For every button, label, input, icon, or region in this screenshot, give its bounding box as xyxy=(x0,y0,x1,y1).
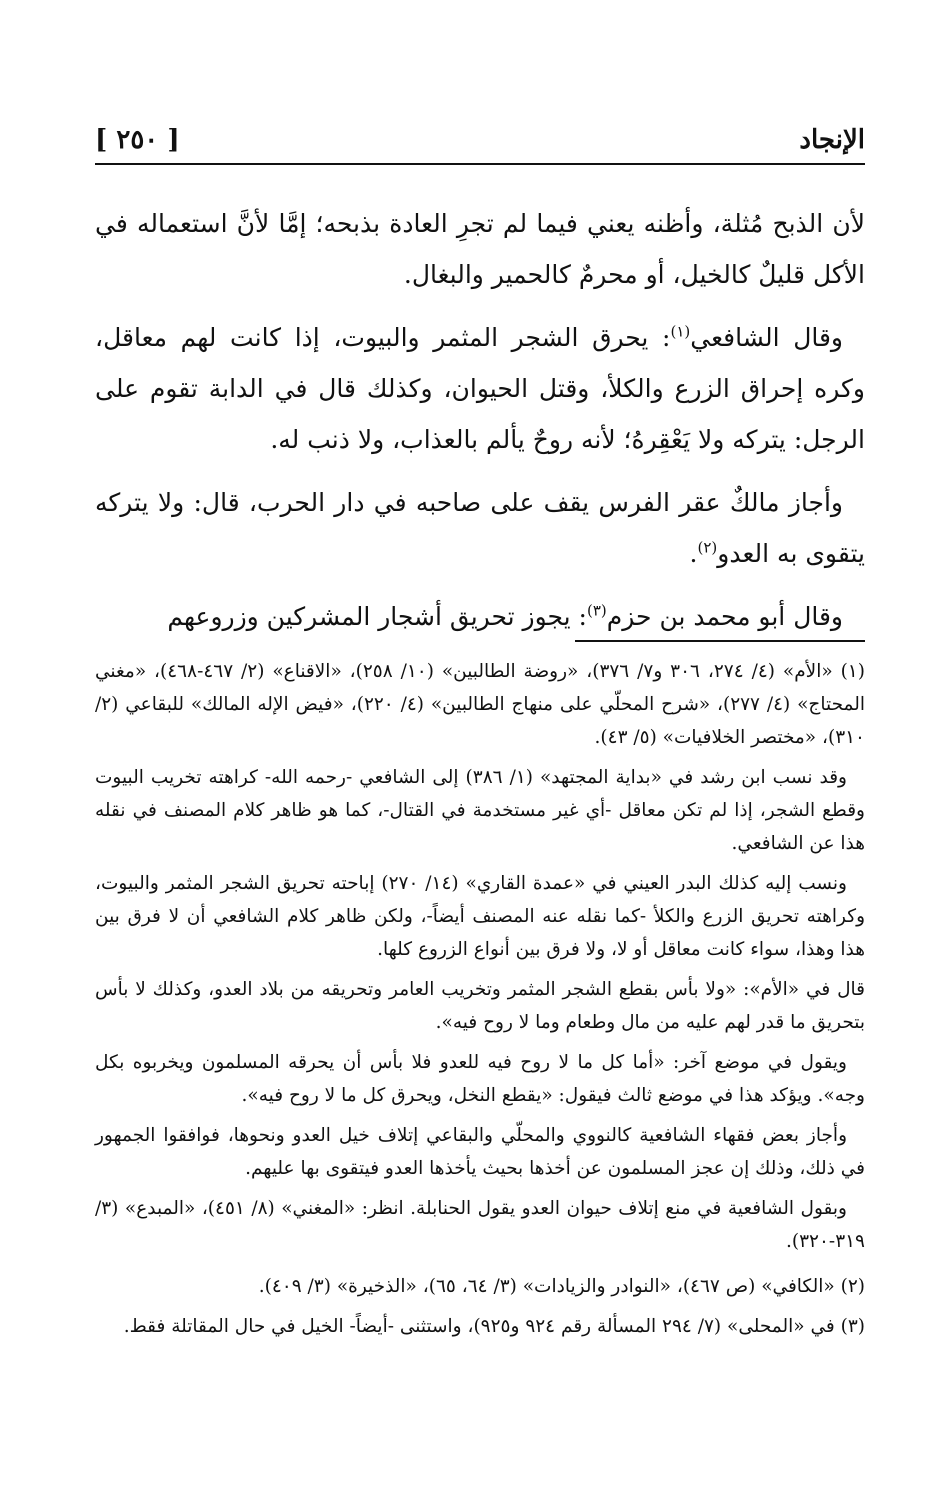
header-divider xyxy=(95,163,865,165)
paragraph-text: وقال أبو محمد بن حزم xyxy=(606,602,843,631)
page-number: [ ٢٥٠ ] xyxy=(95,125,180,155)
footnote-1-paragraph: قال في «الأم»: «ولا بأس بقطع الشجر المثمر وتخريب العامر وتحريقه من بلاد العدو، وكذلك لا بأس بتحريق ما قدر لهم عليه من مال وطعام وما لا روح فيه». xyxy=(95,979,865,1033)
paragraph xyxy=(95,477,865,579)
main-text xyxy=(95,198,865,654)
paragraph-text: : يحرق الشجر المثمر والبيوت، إذا كانت لهم معاقل، وكره إحراق الزرع والكلأ، وقتل الحيوان، وكذلك قال في الدابة تقوم على الرجل: يتركه ولا يَعْقِرهُ؛ لأنه روحٌ يألم بالعذاب، ولا ذنب له. xyxy=(95,323,865,454)
paragraph-text: : يجوز تحريق أشجار المشركين وزروعهم xyxy=(167,602,587,631)
footnote-divider xyxy=(575,640,865,642)
paragraph xyxy=(95,312,865,465)
footnote-1-paragraph: وأجاز بعض فقهاء الشافعية كالنووي والمحلّي والبقاعي إتلاف خيل العدو ونحوها، فوافقوا الجمهور في ذلك، وذلك إن عجز المسلمون عن أخذها بحيث يأخذها العدو فيتقوى بها عليهم. xyxy=(95,1125,865,1179)
footnote-ref: (١) xyxy=(670,322,691,341)
footnote-3: (٣) في «المحلى» (٧/ ٢٩٤ المسألة رقم ٩٢٤ و٩٢٥)، واستثنى -أيضاً- الخيل في حال المقاتلة فقط. xyxy=(123,1316,865,1337)
footnote-1: (١) «الأم» (٤/ ٢٧٤، ٣٠٦ و٧/ ٣٧٦)، «روضة الطالبين» (١٠/ ٢٥٨)، «الاقناع» (٢/ ٤٦٧-٤٦٨)، «مغني المحتاج» (٤/ ٢٧٧)، «شرح المحلّي على منهاج الطالبين» (٤/ ٢٢٠)، «فيض الإله المالك» للبقاعي (٢/ ٣١٠)، «مختصر الخلافيات» (٥/ ٤٣). xyxy=(95,661,865,748)
paragraph: لأن الذبح مُثلة، وأظنه يعني فيما لم تجرِ العادة بذبحه؛ إمَّا لأنَّ استعماله في الأكل قليلٌ كالخيل، أو محرمٌ كالحمير والبغال. xyxy=(95,209,865,289)
footnote-ref: (٢) xyxy=(697,538,718,557)
footnote-1-paragraph: ونسب إليه كذلك البدر العيني في «عمدة القاري» (١٤/ ٢٧٠) إباحته تحريق الشجر المثمر والبيوت، وكراهته تحريق الزرع والكلأ -كما نقله عنه المصنف أيضاً-، ولكن ظاهر كلام الشافعي أن لا فرق بين هذا وهذا، سواء كانت معاقل أو لا، ولا فرق بين أنواع الزروع كلها. xyxy=(95,873,865,960)
footnote-2: (٢) «الكافي» (ص ٤٦٧)، «النوادر والزيادات» (٣/ ٦٤، ٦٥)، «الذخيرة» (٣/ ٤٠٩). xyxy=(258,1276,865,1297)
paragraph-text: . xyxy=(689,539,698,568)
footnote-ref: (٣) xyxy=(586,601,607,620)
book-title: الإنجاد xyxy=(799,125,865,155)
running-header xyxy=(95,120,865,160)
paragraph xyxy=(95,591,865,642)
footnote-1-paragraph: وبقول الشافعية في منع إتلاف حيوان العدو يقول الحنابلة. انظر: «المغني» (٨/ ٤٥١)، «المبدع» (٣/ ٣١٩-٣٢٠). xyxy=(95,1198,865,1252)
paragraph-text: وقال الشافعي xyxy=(690,323,843,352)
footnotes xyxy=(95,655,865,1350)
footnote-1-paragraph: ويقول في موضع آخر: «أما كل ما لا روح فيه للعدو فلا بأس أن يحرقه المسلمون ويخربوه بكل وجه». ويؤكد هذا في موضع ثالث فيقول: «يقطع النخل، ويحرق كل ما لا روح فيه». xyxy=(95,1052,865,1106)
footnote-1-paragraph: وقد نسب ابن رشد في «بداية المجتهد» (١/ ٣٨٦) إلى الشافعي -رحمه الله- كراهته تخريب البيوت وقطع الشجر، إذا لم تكن معاقل -أي غير مستخدمة في القتال-، كما هو ظاهر كلام المصنف في نقله هذا عن الشافعي. xyxy=(95,767,865,854)
paragraph-text: وأجاز مالكٌ عقر الفرس يقف على صاحبه في دار الحرب، قال: ولا يتركه يتقوى به العدو xyxy=(95,488,865,568)
